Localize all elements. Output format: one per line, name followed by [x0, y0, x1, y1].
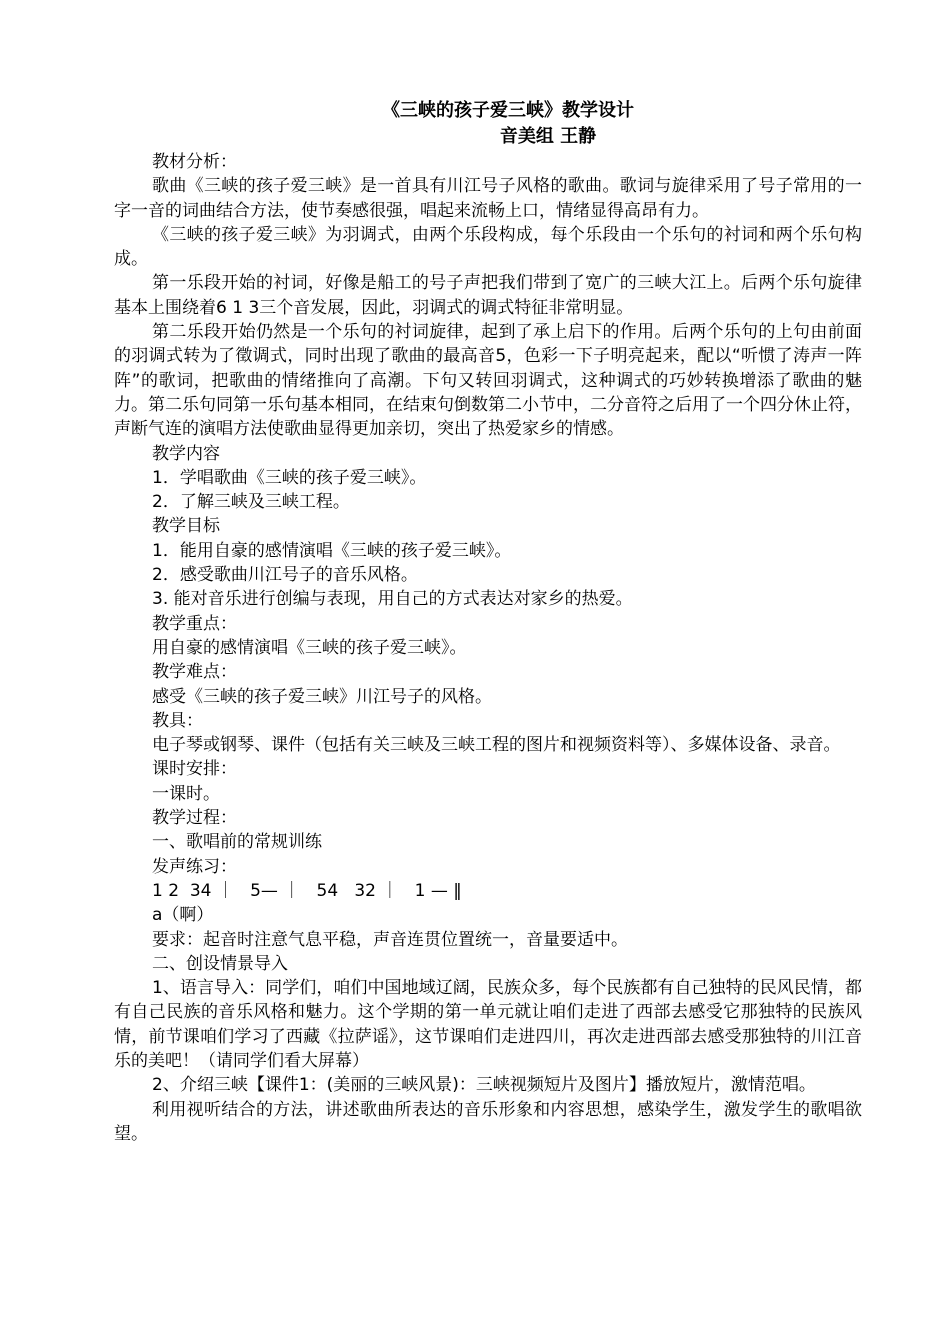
paragraph: 1．学唱歌曲《三峡的孩子爱三峡》。 — [152, 467, 427, 488]
paragraph: 教学内容 — [152, 443, 220, 464]
paragraph: 教学目标 — [152, 516, 220, 537]
paragraph: 教学过程： — [152, 808, 237, 829]
paragraph: 第二乐段开始仍然是一个乐句的衬词旋律，起到了承上启下的作用。后两个乐句的上句由前面的羽调式转为了徵调式，同时出现了歌曲的最高音5，色彩一下子明亮起来，配以“听惯了涛声一阵阵”的歌词，把歌曲的情绪推向了高潮。下句又转回羽调式，这种调式的巧妙转换增添了歌曲的魅力。第二乐句同第一乐句基本相同，在结束句倒数第二小节中，二分音符之后用了一个四分休止符，声断气连的演唱方法使歌曲显得更加亲切，突出了热爱家乡的情感。 — [114, 322, 862, 440]
paragraph: 2、介绍三峡【课件1：(美丽的三峡风景)：三峡视频短片及图片】播放短片，激情范唱。 — [152, 1075, 816, 1096]
paragraph: 一课时。 — [152, 783, 220, 804]
paragraph: 教材分析： — [152, 152, 237, 172]
notation-line: 1 2 34 ｜ 5— ｜ 54 32 ｜ 1 — ‖ — [152, 880, 462, 901]
paragraph: 利用视听结合的方法，讲述歌曲所表达的音乐形象和内容思想，感染学生，激发学生的歌唱欲望。 — [114, 1099, 862, 1144]
paragraph: 电子琴或钢琴、课件（包括有关三峡及三峡工程的图片和视频资料等）、多媒体设备、录音。 — [152, 735, 841, 756]
paragraph: 2．了解三峡及三峡工程。 — [152, 492, 350, 513]
paragraph: 教具： — [152, 710, 203, 731]
paragraph: 要求：起音时注意气息平稳，声音连贯位置统一，音量要适中。 — [152, 929, 628, 950]
document-title: 《三峡的孩子爱三峡》教学设计 — [382, 100, 634, 121]
paragraph: 《三峡的孩子爱三峡》为羽调式，由两个乐段构成，每个乐段由一个乐句的衬词和两个乐句构成。 — [114, 224, 862, 270]
paragraph: 1．能用自豪的感情演唱《三峡的孩子爱三峡》。 — [152, 540, 512, 561]
paragraph: 歌曲《三峡的孩子爱三峡》是一首具有川江号子风格的歌曲。歌词与旋律采用了号子常用的一字一音的词曲结合方法，使节奏感很强，唱起来流畅上口，情绪显得高昂有力。 — [114, 176, 862, 221]
paragraph: 发声练习： — [152, 856, 237, 877]
paragraph: 课时安排： — [152, 759, 237, 780]
paragraph: 第一乐段开始的衬词，好像是船工的号子声把我们带到了宽广的三峡大江上。后两个乐句旋律基本上围绕着6 1 3三个音发展，因此，羽调式的调式特征非常明显。 — [114, 273, 862, 318]
paragraph: 教学难点： — [152, 662, 237, 683]
paragraph: 二、创设情景导入 — [152, 953, 288, 974]
paragraph: 3. 能对音乐进行创编与表现，用自己的方式表达对家乡的热爱。 — [152, 589, 633, 610]
paragraph: 感受《三峡的孩子爱三峡》川江号子的风格。 — [152, 686, 492, 707]
paragraph: 教学重点： — [152, 613, 237, 634]
paragraph: a（啊） — [152, 905, 214, 926]
document-author: 音美组 王静 — [499, 126, 597, 147]
paragraph: 1、语言导入：同学们，咱们中国地域辽阔，民族众多，每个民族都有自己独特的民风民情，都有自己民族的音乐风格和魅力。这个学期的第一单元就让咱们走进了西部去感受它那独特的民族风情，前节课咱们学习了西藏《拉萨谣》，这节课咱们走进四川，再次走进西部去感受那独特的川江音乐的美吧！（请同学们看大屏幕） — [114, 978, 862, 1071]
paragraph: 2．感受歌曲川江号子的音乐风格。 — [152, 565, 418, 586]
paragraph: 一、歌唱前的常规训练 — [152, 832, 322, 853]
document-page — [114, 98, 862, 1146]
document-body — [114, 150, 862, 1146]
paragraph: 用自豪的感情演唱《三峡的孩子爱三峡》。 — [152, 637, 467, 658]
